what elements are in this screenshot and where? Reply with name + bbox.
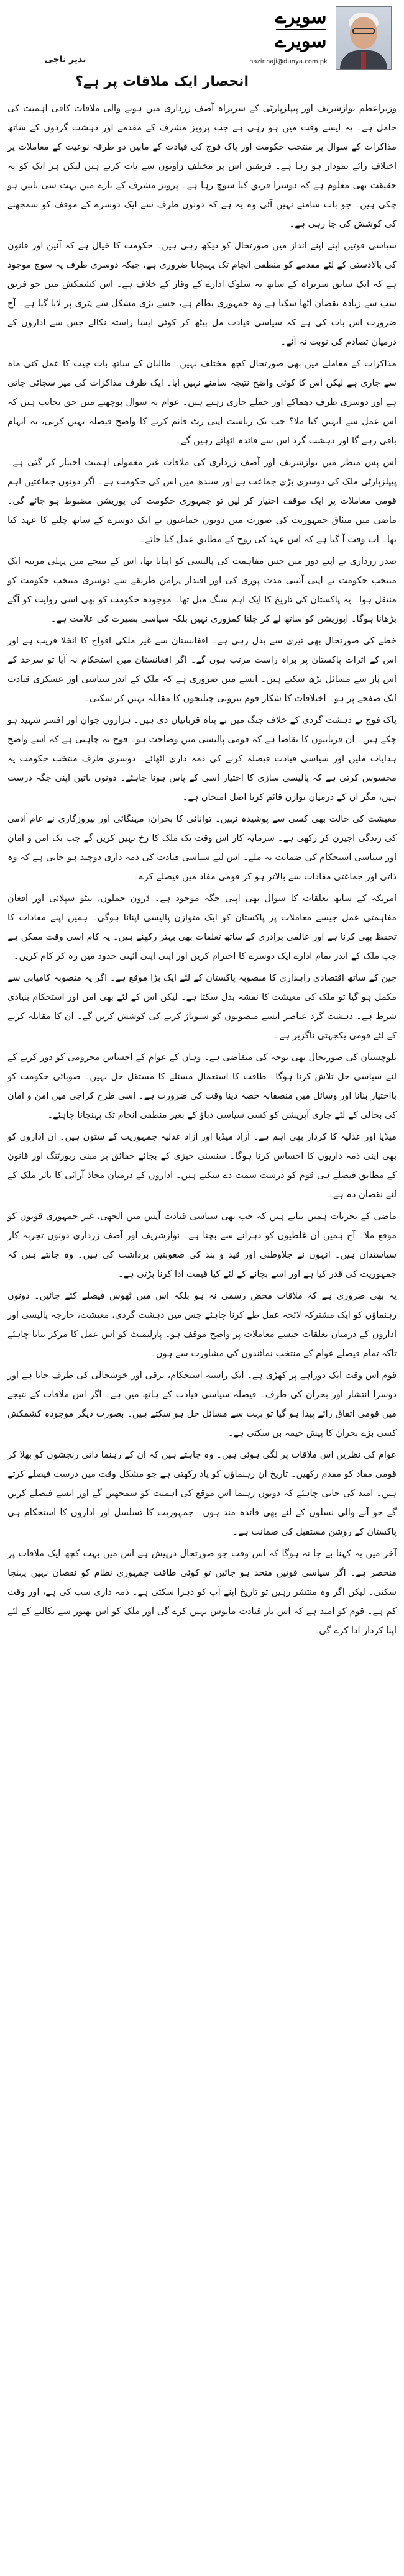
article-paragraph: یہ بھی ضروری ہے کہ ملاقات محض رسمی نہ ہو بلکہ اس میں ٹھوس فیصلے کئے جائیں۔ دونوں رہنماؤں کو ایک مشترکہ لائحہ عمل طے کرنا چاہئے جس میں دہشت گردی، معیشت، خارجہ پالیسی اور اداروں کے درمیان تعلقات جیسے معاملات پر واضح موقف ہو۔ پارلیمنٹ کو اس عمل کا مرکز بنانا چاہئے تاکہ تمام فیصلے عوام کے منتخب نمائندوں کی مشاورت سے ہوں۔ bbox=[7, 1291, 397, 1359]
article-paragraph: چین کے ساتھ اقتصادی راہداری کا منصوبہ پاکستان کے لئے ایک بڑا موقع ہے۔ اگر یہ منصوبہ کامیابی سے مکمل ہو گیا تو ملک کی معیشت کا نقشہ بدل سکتا ہے۔ لیکن اس کے لئے بھی امن اور استحکام بنیادی شرط ہے۔ دہشت گرد عناصر ایسے منصوبوں کو سبوتاژ کرنے کی کوشش کریں گے۔ ان کا مقابلہ کرنے کے لئے قومی یکجہتی ناگزیر ہے۔ bbox=[7, 973, 397, 1041]
article-paragraph: پاک فوج نے دہشت گردی کے خلاف جنگ میں بے پناہ قربانیاں دی ہیں۔ ہزاروں جوان اور افسر شہید ہو چکے ہیں۔ ان قربانیوں کا تقاضا ہے کہ قومی پالیسی میں وضاحت ہو۔ فوج یہ چاہتی ہے کہ اسے واضح ہدایات ملیں اور سیاسی قیادت فیصلہ کرنے کی ذمہ داری اٹھائے۔ دوسری طرف منتخب حکومت یہ محسوس کرتی ہے کہ پالیسی سازی کا اختیار اسی کے پاس ہونا چاہئے۔ دونوں باتیں اپنی جگہ درست ہیں، مگر ان کے درمیان توازن قائم کرنا اصل امتحان ہے۔ bbox=[7, 715, 397, 802]
article-paragraph: مذاکرات کے معاملے میں بھی صورتحال کچھ مختلف نہیں۔ طالبان کے ساتھ بات چیت کا عمل کئی ماہ سے جاری ہے لیکن اس کا کوئی واضح نتیجہ سامنے نہیں آیا۔ ایک طرف مذاکرات کی میز سجائی جاتی ہے اور دوسری طرف دھماکے اور حملے جاری رہتے ہیں۔ عوام یہ سوال پوچھنے میں حق بجانب ہیں کہ اس عمل سے انہیں کیا ملا؟ جب تک ریاست اپنی رٹ قائم کرنے کا واضح فیصلہ نہیں کرتی، یہ ابہام باقی رہے گا اور دہشت گرد اس سے فائدہ اٹھاتے رہیں گے۔ bbox=[7, 359, 397, 446]
article-paragraph: اس پس منظر میں نوازشریف اور آصف زرداری کی ملاقات غیر معمولی اہمیت اختیار کر گئی ہے۔ پیپلزپارٹی ملک کی دوسری بڑی جماعت ہے اور سندھ میں اس کی حکومت ہے۔ اگر دونوں جماعتیں اہم قومی معاملات پر ایک موقف اختیار کر لیں تو جمہوری حکومت کی پوزیشن مضبوط ہو جائے گی۔ ماضی میں میثاق جمہوریت کی صورت میں دونوں جماعتوں نے ایک دوسرے کے ساتھ چلنے کا عہد کیا تھا۔ اب وقت آ گیا ہے کہ اس عہد کی روح کے مطابق عمل کیا جائے۔ bbox=[7, 458, 397, 545]
column-header bbox=[0, 0, 404, 93]
article-paragraph: وزیراعظم نوازشریف اور پیپلزپارٹی کے سربراہ آصف زرداری میں ہونے والی ملاقات کافی اہمیت کی حامل ہے۔ یہ ایسے وقت میں ہو رہی ہے جب پرویز مشرف کے مقدمے اور دہشت گردوں کے ساتھ مذاکرات کے سوال پر منتخب حکومت اور پاک فوج کی قیادت کے مابین دو طرفہ نوعیت کے معاملات پر اختلاف رائے نمودار ہو رہا ہے۔ فریقین اس پر مختلف زاویوں سے بات کرتے ہیں لیکن ہر ایک کو یہ حقیقت بھی معلوم ہے کہ دوسرا فریق کیا سوچ رہا ہے۔ پرویز مشرف کے بارے میں بہت سی باتیں ہو چکی ہیں۔ جو بات سامنے نہیں آئی وہ یہ ہے کہ دونوں طرف سے ایک دوسرے کے موقف کو سمجھنے کی کوشش کی جا رہی ہے۔ bbox=[7, 104, 397, 229]
article-paragraph: صدر زرداری نے اپنے دور میں جس مفاہمت کی پالیسی کو اپنایا تھا، اس کے نتیجے میں پہلی مرتبہ ایک منتخب حکومت نے اپنی آئینی مدت پوری کی اور اقتدار پرامن طریقے سے دوسری منتخب حکومت کو منتقل ہوا۔ یہ پاکستان کی تاریخ کا ایک اہم سنگ میل تھا۔ موجودہ حکومت کو بھی اسی روایت کو آگے بڑھانا ہوگا۔ اپوزیشن کو ساتھ لے کر چلنا کمزوری نہیں بلکہ سیاسی بصیرت کی علامت ہے۔ bbox=[7, 556, 397, 624]
article-paragraph: عوام کی نظریں اس ملاقات پر لگی ہوئی ہیں۔ وہ چاہتے ہیں کہ ان کے رہنما ذاتی رنجشوں کو بھلا کر قومی مفاد کو مقدم رکھیں۔ تاریخ ان رہنماؤں کو یاد رکھتی ہے جو مشکل وقت میں درست فیصلے کرتے ہیں۔ امید کی جانی چاہئے کہ دونوں رہنما اس موقع کی اہمیت کو سمجھیں گے اور ایسے فیصلے کریں گے جو آنے والی نسلوں کے لئے بھی فائدہ مند ہوں۔ جمہوریت کا تسلسل اور اداروں کا استحکام ہی پاکستان کے روشن مستقبل کی ضمانت ہے۔ bbox=[7, 1450, 397, 1537]
author-email[interactable]: nazir.naji@dunya.com.pk bbox=[249, 58, 328, 65]
article-body bbox=[7, 99, 397, 2571]
column-name-line1: سویرے bbox=[275, 6, 327, 28]
article-paragraph: معیشت کی حالت بھی کسی سے پوشیدہ نہیں۔ توانائی کا بحران، مہنگائی اور بیروزگاری نے عام آدمی کی زندگی اجیرن کر رکھی ہے۔ سرمایہ کار اس وقت تک ملک کا رخ نہیں کریں گے جب تک امن و امان اور سیاسی استحکام کی ضمانت نہ ملے۔ اس لئے سیاسی قیادت کی ذمہ داری دوچند ہو جاتی ہے کہ وہ ذاتی اور جماعتی مفادات سے بالاتر ہو کر قومی مفاد میں فیصلے کرے۔ bbox=[7, 814, 397, 882]
column-name-line2: سویرے bbox=[275, 30, 327, 52]
article-paragraph: سیاسی قوتیں اپنے اپنے انداز میں صورتحال کو دیکھ رہی ہیں۔ حکومت کا خیال ہے کہ آئین اور قانون کی بالادستی کے لئے مقدمے کو منطقی انجام تک پہنچانا ضروری ہے، جبکہ دوسری طرف یہ سوچ موجود ہے کہ ایک سابق سربراہ کے ساتھ یہ سلوک ادارے کے وقار کے خلاف ہے۔ اس کشمکش میں جو فریق سب سے زیادہ نقصان اٹھا سکتا ہے وہ جمہوری نظام ہے، جسے بڑی مشکل سے پٹری پر لایا گیا ہے۔ آج ضرورت اس بات کی ہے کہ سیاسی قیادت مل بیٹھ کر کوئی ایسا راستہ نکالے جس سے اداروں کے درمیان تصادم کی نوبت نہ آئے۔ bbox=[7, 241, 397, 347]
article-paragraph: آخر میں یہ کہنا بے جا نہ ہوگا کہ اس وقت جو صورتحال درپیش ہے اس میں بہت کچھ ایک ملاقات پر منحصر ہے۔ اگر سیاسی قوتیں متحد ہو جائیں تو کوئی طاقت جمہوری نظام کو نقصان نہیں پہنچا سکتی۔ لیکن اگر وہ منتشر رہیں تو تاریخ اپنے آپ کو دہرا سکتی ہے۔ ذمہ داری سب کی ہے، اور وقت کم ہے۔ قوم کو امید ہے کہ اس بار قیادت مایوس نہیں کرے گی اور ملک کو اس بھنور سے نکالنے کے لئے اپنا کردار ادا کرے گی۔ bbox=[7, 1549, 397, 1636]
column-headline: انحصار ایک ملاقات پر ہے؟ bbox=[75, 74, 249, 89]
article-paragraph: امریکہ کے ساتھ تعلقات کا سوال بھی اپنی جگہ موجود ہے۔ ڈرون حملوں، نیٹو سپلائی اور افغان مفاہمتی عمل جیسے معاملات پر پاکستان کو ایک متوازن پالیسی اپنانا ہوگی۔ ہمیں اپنے مفادات کا تحفظ بھی کرنا ہے اور عالمی برادری کے ساتھ تعلقات بھی بہتر رکھنے ہیں۔ یہ کام اسی وقت ممکن ہے جب ملک کے اندر تمام ادارے ایک دوسرے کا احترام کریں اور اپنی اپنی آئینی حدود میں رہ کر کام کریں۔ bbox=[7, 894, 397, 961]
article-paragraph: میڈیا اور عدلیہ کا کردار بھی اہم ہے۔ آزاد میڈیا اور آزاد عدلیہ جمہوریت کے ستون ہیں۔ ان اداروں کو بھی اپنی ذمہ داریوں کا احساس کرنا ہوگا۔ سنسنی خیزی کے بجائے حقائق پر مبنی رپورٹنگ اور قانون کے مطابق فیصلے ہی قوم کو درست سمت دے سکتے ہیں۔ اداروں کے درمیان محاذ آرائی کا تاثر ملک کے لئے نقصان دہ ہے۔ bbox=[7, 1132, 397, 1200]
article-paragraph: خطے کی صورتحال بھی تیزی سے بدل رہی ہے۔ افغانستان سے غیر ملکی افواج کا انخلا قریب ہے اور اس کے اثرات پاکستان پر براہ راست مرتب ہوں گے۔ اگر افغانستان میں استحکام نہ آیا تو سرحد کے اس پار سے مسائل بڑھ سکتے ہیں۔ ایسے میں ضروری ہے کہ ملک کے اندر سیاسی اور عسکری قیادت ایک صفحے پر ہو۔ اختلافات کا شکار قوم بیرونی چیلنجوں کا مقابلہ نہیں کر سکتی۔ bbox=[7, 636, 397, 704]
article-paragraph: بلوچستان کی صورتحال بھی توجہ کی متقاضی ہے۔ وہاں کے عوام کے احساس محرومی کو دور کرنے کے لئے سیاسی حل تلاش کرنا ہوگا۔ طاقت کا استعمال مسئلے کا مستقل حل نہیں۔ صوبائی حکومت کو بااختیار بنانا اور وسائل میں منصفانہ حصہ دینا وقت کی ضرورت ہے۔ اسی طرح کراچی میں امن و امان کی بحالی کے لئے جاری آپریشن کو کسی سیاسی دباؤ کے بغیر منطقی انجام تک پہنچانا چاہئے۔ bbox=[7, 1053, 397, 1120]
article-paragraph: ماضی کے تجربات ہمیں بتاتے ہیں کہ جب بھی سیاسی قیادت آپس میں الجھی، غیر جمہوری قوتوں کو موقع ملا۔ آج ہمیں ان غلطیوں کو دہرانے سے بچنا ہے۔ نوازشریف اور آصف زرداری دونوں تجربہ کار سیاستدان ہیں۔ انہوں نے جلاوطنی اور قید و بند کی صعوبتیں برداشت کی ہیں۔ وہ جانتے ہیں کہ جمہوریت کی قدر کیا ہے اور اسے بچانے کے لئے کیا قیمت ادا کرنا پڑتی ہے۔ bbox=[7, 1212, 397, 1279]
author-name: نذیر ناجی bbox=[44, 55, 86, 65]
article-paragraph: قوم اس وقت ایک دوراہے پر کھڑی ہے۔ ایک راستہ استحکام، ترقی اور خوشحالی کی طرف جاتا ہے اور دوسرا انتشار اور بحران کی طرف۔ فیصلہ سیاسی قیادت کے ہاتھ میں ہے۔ اگر اس ملاقات کے نتیجے میں قومی اتفاق رائے پیدا ہو گیا تو بہت سے مسائل حل ہو سکتے ہیں۔ بصورت دیگر موجودہ کشمکش کسی بڑے بحران کا پیش خیمہ بن سکتی ہے۔ bbox=[7, 1371, 397, 1438]
author-photo bbox=[336, 6, 392, 70]
column-logo bbox=[270, 7, 332, 52]
